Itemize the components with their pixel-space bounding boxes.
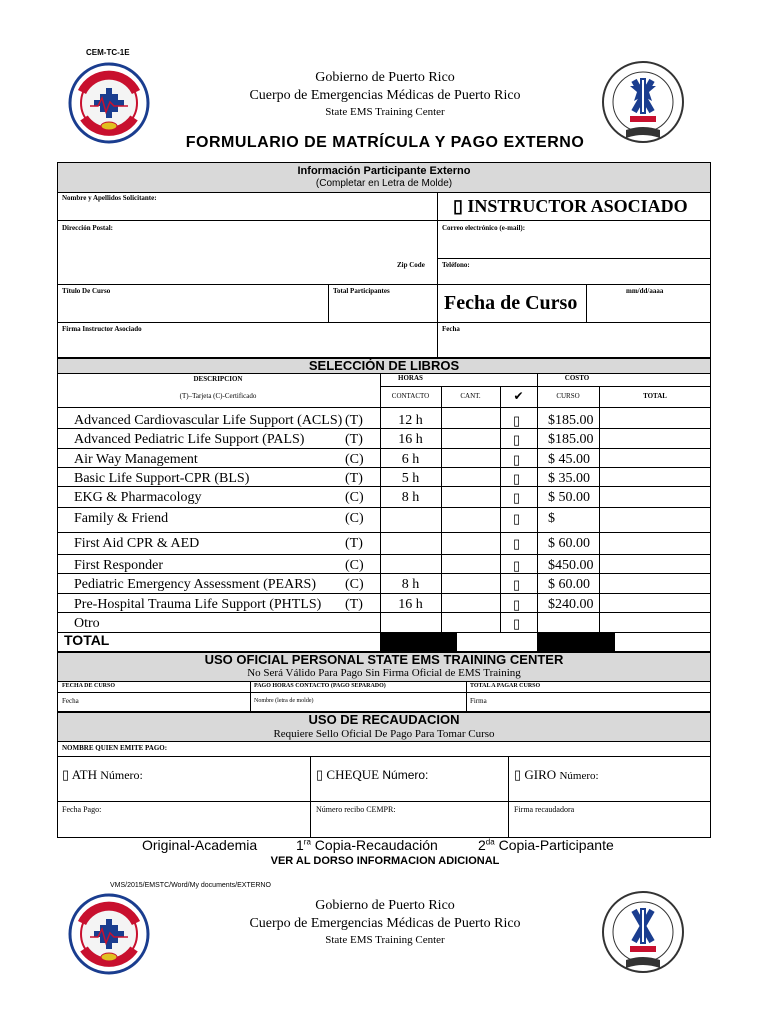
participant-info-subtitle: (Completar en Letra de Molde) [315,178,453,189]
fecha-curso-label: Fecha de Curso [444,292,578,314]
book-row[interactable] [58,487,710,508]
h-descripcion: DESCRIPCION [193,375,243,383]
checkbox-icon[interactable]: ▯ [513,471,521,486]
book-type: (C) [345,452,364,467]
h-descripcion-sub: (T)–Tarjeta (C)-Certificado [179,392,257,400]
book-type: (T) [345,597,363,612]
ath-option[interactable] [62,767,143,783]
book-name: Advanced Pediatric Life Support (PALS) [74,432,305,447]
participant-info-title: Información Participante Externo [297,165,471,177]
fecha-label: Fecha [442,325,460,333]
h-contacto: CONTACTO [391,392,430,400]
h-costo: COSTO [564,374,590,382]
date-format-hint: mm/dd/aaaa [626,287,664,295]
check-icon: ✔ [513,389,524,403]
book-name: Advanced Cardiovascular Life Support (ACLS) [74,413,343,428]
emergencias-medicas-logo [68,62,150,144]
book-row[interactable] [58,574,710,594]
h-pago-horas: PAGO HORAS CONTACTO (PAGO SEPARADO) [254,683,386,689]
emite-pago-label: NOMBRE QUIEN EMITE PAGO: [62,744,168,752]
book-price: $185.00 [548,413,594,428]
total-participantes-label: Total Participantes [333,287,390,295]
checkbox-icon[interactable]: ▯ [513,432,521,447]
book-row[interactable] [58,468,710,487]
book-row[interactable] [58,613,710,632]
firma-instructor-label: Firma Instructor Asociado [62,325,142,333]
book-price: $185.00 [548,432,594,447]
titulo-curso-field[interactable] [60,297,326,321]
emergencias-medicas-logo [68,893,150,975]
h-total: TOTAL [643,392,667,400]
book-price: $ [548,511,555,526]
book-type: (T) [345,432,363,447]
total-redacted-cost [537,633,615,651]
form-code: CEM-TC-1E [86,48,130,57]
state-ems-training-center-logo [598,60,688,148]
book-price: $ 35.00 [548,471,590,486]
recaudacion-subtitle: Requiere Sello Oficial De Pago Para Tomar Curso [273,728,495,740]
book-row[interactable] [58,555,710,574]
firma-instructor-field[interactable] [60,334,435,356]
book-hours: 16 h [398,597,423,612]
book-price: $ 45.00 [548,452,590,467]
footer-line-3: State EMS Training Center [325,934,445,946]
book-hours: 6 h [401,452,420,467]
nombre-label: Nombre y Apellidos Solicitante: [62,194,157,202]
cheque-label: CHEQUE [326,767,380,782]
zip-label: Zip Code [397,261,425,269]
book-price: $ 50.00 [548,490,590,505]
checkbox-icon[interactable]: ▯ [513,490,521,505]
checkbox-icon[interactable]: ▯ [514,767,522,782]
header-line-2: Cuerpo de Emergencias Médicas de Puerto Rico [249,88,521,103]
book-name: EKG & Pharmacology [74,490,202,505]
official-firma: Firma [470,697,487,705]
book-type: (C) [345,490,364,505]
file-path: VMS/2015/EMSTC/Word/My documents/EXTERNO [110,882,271,889]
book-row[interactable] [58,429,710,449]
book-price: $ 60.00 [548,536,590,551]
checkbox-icon[interactable]: ▯ [513,536,521,551]
recaudacion-title: USO DE RECAUDACION [308,712,460,727]
book-row[interactable] [58,410,710,429]
book-name: Pre-Hospital Trauma Life Support (PHTLS) [74,597,322,612]
book-type: (C) [345,558,364,573]
book-price: $ 60.00 [548,577,590,592]
book-hours: 5 h [401,471,420,486]
checkbox-icon[interactable]: ▯ [513,597,521,612]
footer-line-2: Cuerpo de Emergencias Médicas de Puerto Rico [249,916,521,931]
header-line-3: State EMS Training Center [325,106,445,118]
nombre-field[interactable] [60,203,435,219]
giro-label: GIRO [524,767,557,782]
book-name: Family & Friend [74,511,169,526]
total-redacted-hours [380,633,457,651]
cheque-option[interactable] [316,767,428,783]
cheque-numero: Número: [382,768,429,782]
checkbox-icon[interactable]: ▯ [316,767,324,782]
official-subtitle: No Será Válido Para Pago Sin Firma Oficial de EMS Training [247,667,521,679]
book-name: First Aid CPR & AED [74,536,200,551]
official-nombre: Nombre (letra de molde) [254,698,314,704]
book-name: Pediatric Emergency Assessment (PEARS) [74,577,316,592]
ath-numero: Número: [100,768,143,782]
checkbox-icon[interactable]: ▯ [513,413,521,428]
book-price: $450.00 [548,558,594,573]
h-fecha-curso: FECHA DE CURSO [62,683,116,689]
books-title: SELECCIÓN DE LIBROS [308,358,460,373]
book-name: First Responder [74,558,164,573]
telefono-label: Teléfono: [442,261,470,269]
fecha-field[interactable] [440,334,708,356]
book-name: Otro [74,616,100,631]
correo-field[interactable] [440,233,708,257]
official-fecha: Fecha [62,697,79,705]
book-price: $240.00 [548,597,594,612]
firma-recaudadora-label: Firma recaudadora [514,805,575,814]
instructor-asociado-label: INSTRUCTOR ASOCIADO [467,196,688,216]
titulo-curso-label: Título De Curso [62,287,111,295]
book-hours: 8 h [401,490,420,505]
checkbox-icon[interactable]: ▯ [62,767,70,782]
book-name: Basic Life Support-CPR (BLS) [74,471,250,486]
ath-label: ATH [71,767,97,782]
book-row[interactable] [58,449,710,468]
form-title: FORMULARIO DE MATRÍCULA Y PAGO EXTERNO [185,134,585,151]
copy-original: Original-Academia [142,837,258,853]
checkbox-icon[interactable]: ▯ [513,577,521,592]
ver-dorso: VER AL DORSO INFORMACION ADICIONAL [270,855,500,867]
book-hours: 8 h [401,577,420,592]
book-row[interactable] [58,594,710,613]
giro-numero: Número: [559,770,599,782]
h-curso: CURSO [556,392,580,400]
book-hours: 12 h [398,413,423,428]
giro-option[interactable] [514,767,599,783]
recibo-label: Número recibo CEMPR: [316,805,396,814]
state-ems-training-center-logo [598,890,688,978]
participantes-field[interactable] [331,297,435,321]
h-horas: HORAS [398,374,423,382]
fecha-curso-field[interactable] [589,297,709,321]
book-type: (T) [345,471,363,486]
book-hours: 16 h [398,432,423,447]
footer-line-1: Gobierno de Puerto Rico [315,898,455,913]
copy-participante: $2^{da}$ Copia-Participante [478,837,614,853]
h-total-pagar: TOTAL A PAGAR CURSO [470,683,541,689]
book-row[interactable] [58,533,710,555]
direccion-label: Dirección Postal: [62,224,113,232]
fecha-pago-label: Fecha Pago: [62,805,102,814]
instructor-asociado-option[interactable] [453,196,688,217]
correo-label: Correo electrónico (e-mail): [442,224,526,232]
checkbox-icon[interactable]: ▯ [513,511,521,526]
checkbox-icon[interactable]: ▯ [513,452,521,467]
checkbox-icon[interactable]: ▯ [453,196,463,216]
h-cant: CANT. [460,392,481,400]
total-label: TOTAL [64,632,110,648]
book-type: (T) [345,413,363,428]
official-title: USO OFICIAL PERSONAL STATE EMS TRAINING CENTER [204,652,564,667]
checkbox-icon[interactable]: ▯ [513,558,521,573]
copy-recaudacion: $1^{ra}$ Copia-Recaudación [296,837,438,853]
book-type: (C) [345,511,364,526]
book-name: Air Way Management [74,452,198,467]
checkbox-icon[interactable]: ▯ [513,616,521,631]
direccion-field[interactable] [60,233,435,257]
book-type: (T) [345,536,363,551]
book-type: (C) [345,577,364,592]
book-row[interactable] [58,508,710,533]
header-line-1: Gobierno de Puerto Rico [315,70,455,85]
